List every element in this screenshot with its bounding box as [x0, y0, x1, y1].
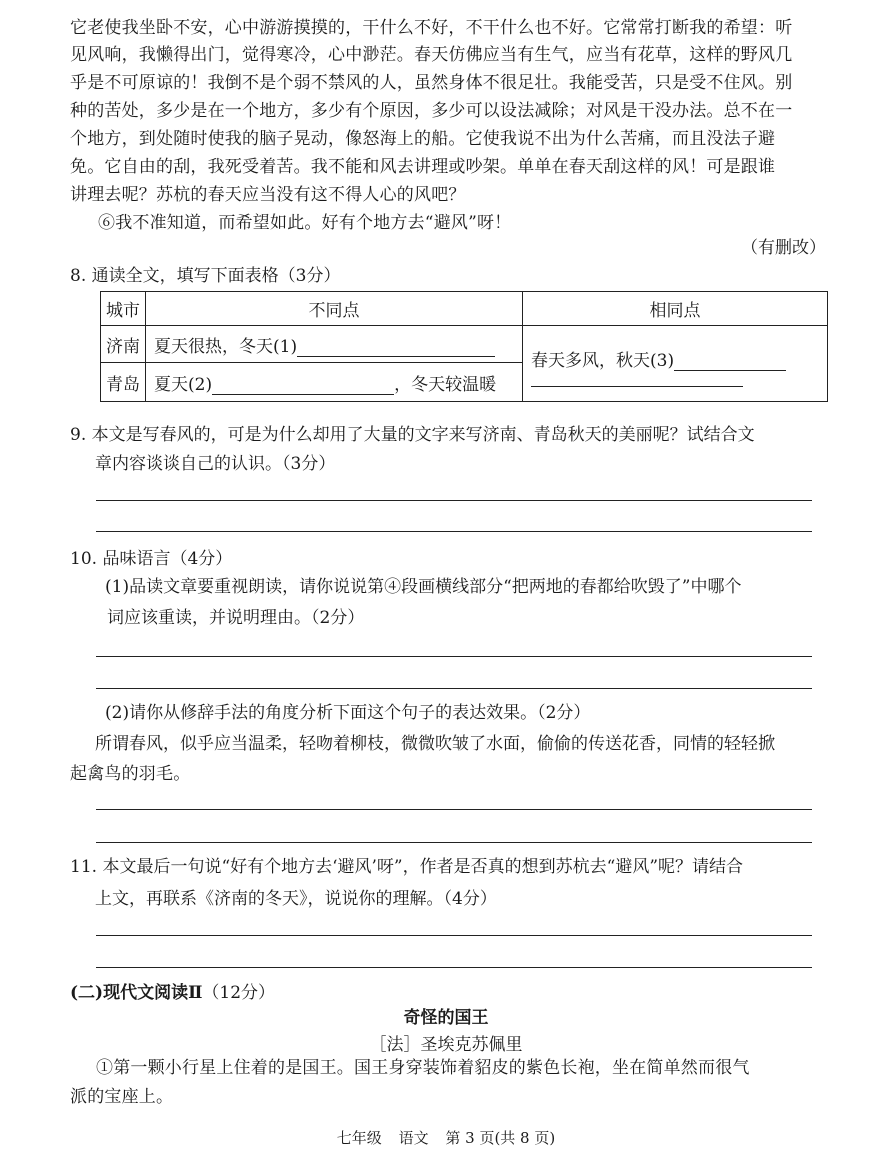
qingdao-diff-text-a: 夏天(2) — [154, 374, 213, 395]
answer-line[interactable] — [96, 809, 812, 810]
similarities-text — [531, 346, 786, 371]
similarities-label: 春天多风，秋天(3) — [531, 351, 675, 371]
passage-line: 它老使我坐卧不安，心中游游摸摸的，干什么不好，不干什么也不好。它常常打断我的希望：听 — [70, 18, 793, 38]
question-10-1-line1: (1)品读文章要重视朗读，请你说说第④段画横线部分“把两地的春都给吹毁了”中哪个 — [105, 577, 742, 597]
footer-subject: 语文 — [398, 1129, 429, 1147]
answer-blank-3-continued[interactable] — [531, 386, 743, 387]
article-author: ［法］圣埃克苏佩里 — [369, 1035, 523, 1055]
question-10-2-title: (2)请你从修辞手法的角度分析下面这个句子的表达效果。（2分） — [105, 703, 591, 723]
passage-line: 免。它自由的刮，我死受着苦。我不能和风去讲理或吵架。单单在春天刮这样的风！可是跟谁 — [70, 157, 776, 177]
passage-line: 见风响，我懒得出门，觉得寒冷，心中渺茫。春天仿佛应当有生气，应当有花草，这样的野风几 — [70, 45, 793, 65]
table-header-city: 城市 — [101, 292, 146, 326]
passage-line: 种的苦处，多少是在一个地方，多少有个原因，多少可以设法减除；对风是干没办法。总不在一 — [70, 101, 793, 121]
section-2-title — [70, 978, 275, 1003]
question-10-1-line2: 词应该重读，并说明理由。（2分） — [107, 608, 365, 628]
quoted-sentence-line1: 所谓春风，似乎应当温柔，轻吻着柳枝，微微吹皱了水面，偷偷的传送花香，同情的轻轻掀 — [95, 734, 775, 754]
question-11-line2: 上文，再联系《济南的冬天》，说说你的理解。（4分） — [95, 889, 497, 909]
answer-blank-1[interactable] — [297, 340, 495, 357]
question-9-line2: 章内容谈谈自己的认识。（3分） — [95, 454, 336, 474]
table-cell-qingdao: 青岛 — [101, 363, 146, 402]
question-9-line1: 9. 本文是写春风的，可是为什么却用了大量的文字来写济南、青岛秋天的美丽呢？试结合文 — [70, 425, 755, 445]
table-cell-jinan-diff — [146, 326, 523, 363]
table-cell-jinan: 济南 — [101, 326, 146, 363]
passage-paragraph-6: ⑥我不准知道，而希望如此。好有个地方去“避风”呀！ — [98, 213, 512, 233]
passage-line: 乎是不可原谅的！我倒不是个弱不禁风的人，虽然身体不很足壮。我能受苦，只是受不住风。别 — [70, 73, 793, 93]
page-footer — [0, 1127, 892, 1148]
table-header-similarities: 相同点 — [523, 292, 828, 326]
section-2-points: （12分） — [202, 983, 276, 1003]
table-cell-similarities — [523, 326, 828, 402]
footer-page-number: 第 3 页(共 8 页) — [445, 1129, 556, 1147]
article-title: 奇怪的国王 — [403, 1008, 489, 1028]
section-2-name: (二)现代文阅读Ⅱ — [70, 983, 203, 1003]
answer-line[interactable] — [96, 656, 812, 657]
comparison-table — [100, 291, 828, 402]
table-cell-qingdao-diff — [146, 363, 523, 402]
answer-blank-3[interactable] — [674, 354, 786, 371]
article-paragraph-1-line1: ①第一颗小行星上住着的是国王。国王身穿装饰着貂皮的紫色长袍，坐在简单然而很气 — [96, 1058, 750, 1078]
jinan-diff-text: 夏天很热，冬天(1) — [154, 336, 298, 357]
table-header-differences: 不同点 — [146, 292, 523, 326]
answer-line[interactable] — [96, 935, 812, 936]
answer-line[interactable] — [96, 688, 812, 689]
quoted-sentence-line2: 起禽鸟的羽毛。 — [70, 764, 191, 784]
qingdao-diff-text-b: ，冬天较温暖 — [394, 374, 497, 395]
question-10-title: 10. 品味语言（4分） — [70, 549, 233, 569]
answer-line[interactable] — [96, 531, 812, 532]
question-8-title: 8. 通读全文，填写下面表格（3分） — [70, 266, 341, 286]
passage-line: 讲理去呢？苏杭的春天应当没有这不得人心的风吧？ — [70, 185, 466, 205]
answer-blank-2[interactable] — [212, 378, 394, 395]
answer-line[interactable] — [96, 967, 812, 968]
passage-line: 个地方，到处随时使我的脑子晃动，像怒海上的船。它使我说不出为什么苦痛，而且没法子避 — [70, 129, 776, 149]
answer-line[interactable] — [96, 500, 812, 501]
question-11-line1: 11. 本文最后一句说“好有个地方去‘避风’呀”，作者是否真的想到苏杭去“避风”呢？请结合 — [70, 857, 744, 877]
source-note: （有删改） — [741, 238, 826, 258]
article-paragraph-1-line2: 派的宝座上。 — [70, 1087, 174, 1107]
answer-line[interactable] — [96, 842, 812, 843]
footer-grade: 七年级 — [336, 1129, 382, 1147]
